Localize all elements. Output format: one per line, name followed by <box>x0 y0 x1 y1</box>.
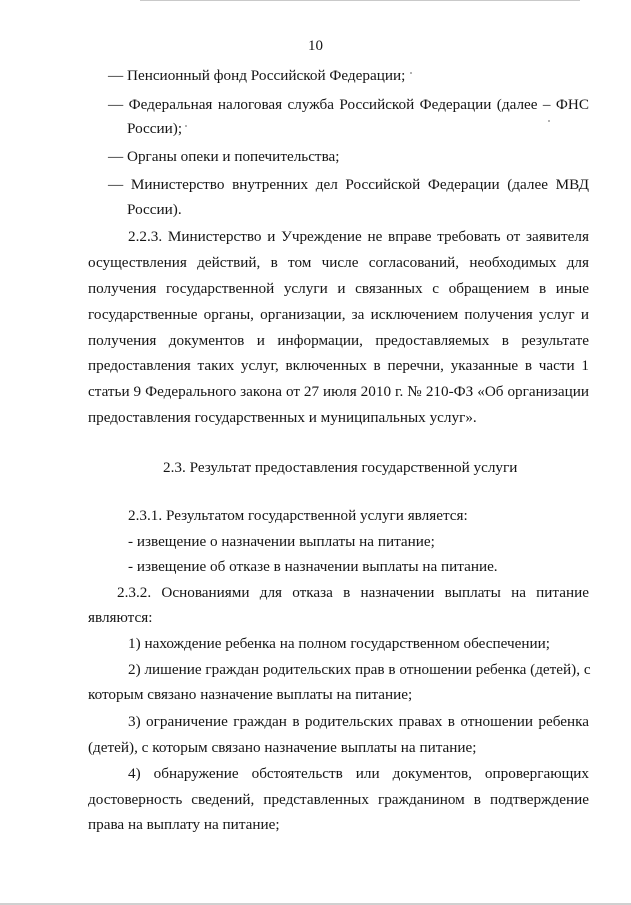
scan-top-edge <box>140 0 580 1</box>
ground-item-continuation: которым связано назначение выплаты на питание; <box>88 686 413 703</box>
paragraph-line: осуществления действий, в том числе согласований, необходимых для <box>88 254 589 271</box>
paragraph-line: 2.3.1. Результатом государственной услуги является: <box>128 507 468 524</box>
paragraph-line: 2.3.2. Основаниями для отказа в назначении выплаты на питание <box>117 584 589 601</box>
list-item-continuation: России). <box>127 201 182 218</box>
section-heading: 2.3. Результат предоставления государственной услуги <box>163 459 518 476</box>
list-item: — Органы опеки и попечительства; <box>108 148 340 165</box>
list-item: — Федеральная налоговая служба Российской Федерации (далее – ФНС <box>108 96 589 113</box>
list-item: — Министерство внутренних дел Российской Федерации (далее МВД <box>108 176 589 193</box>
ground-item-continuation: достоверность сведений, представленных гражданином в подтверждение <box>88 791 589 808</box>
ground-item: 2) лишение граждан родительских прав в отношении ребенка (детей), с <box>128 661 591 678</box>
list-item: — Пенсионный фонд Российской Федерации; <box>108 67 406 84</box>
paragraph-line: получения государственной услуги и связанных с обращением в иные <box>88 280 589 297</box>
paragraph-line: получения документов и информации, предоставляемых в результате <box>88 332 589 349</box>
ground-item: 3) ограничение граждан в родительских правах в отношении ребенка <box>128 713 589 730</box>
paragraph-line: 2.2.3. Министерство и Учреждение не вправе требовать от заявителя <box>128 228 589 245</box>
page-number: 10 <box>308 38 323 54</box>
ground-item: 1) нахождение ребенка на полном государственном обеспечении; <box>128 635 551 652</box>
ground-item: 4) обнаружение обстоятельств или документов, опровергающих <box>128 765 589 782</box>
ground-item-continuation: права на выплату на питание; <box>88 816 280 833</box>
scan-speck <box>185 125 187 127</box>
paragraph-line: - извещение о назначении выплаты на питание; <box>128 533 435 550</box>
paragraph-line: статьи 9 Федерального закона от 27 июля 2010 г. № 210-ФЗ «Об организации <box>88 383 589 400</box>
paragraph-line: - извещение об отказе в назначении выплаты на питание. <box>128 558 498 575</box>
list-item-continuation: России); <box>127 120 183 137</box>
paragraph-line: предоставления государственных и муниципальных услуг». <box>88 409 477 426</box>
ground-item-continuation: (детей), с которым связано назначение выплаты на питание; <box>88 739 477 756</box>
paragraph-line: являются: <box>88 609 153 626</box>
paragraph-line: предоставления таких услуг, включенных в перечни, указанные в части 1 <box>88 357 589 374</box>
paragraph-line: государственные органы, организации, за исключением получения услуг и <box>88 306 589 323</box>
scan-speck <box>410 72 412 74</box>
scan-speck <box>548 120 550 122</box>
